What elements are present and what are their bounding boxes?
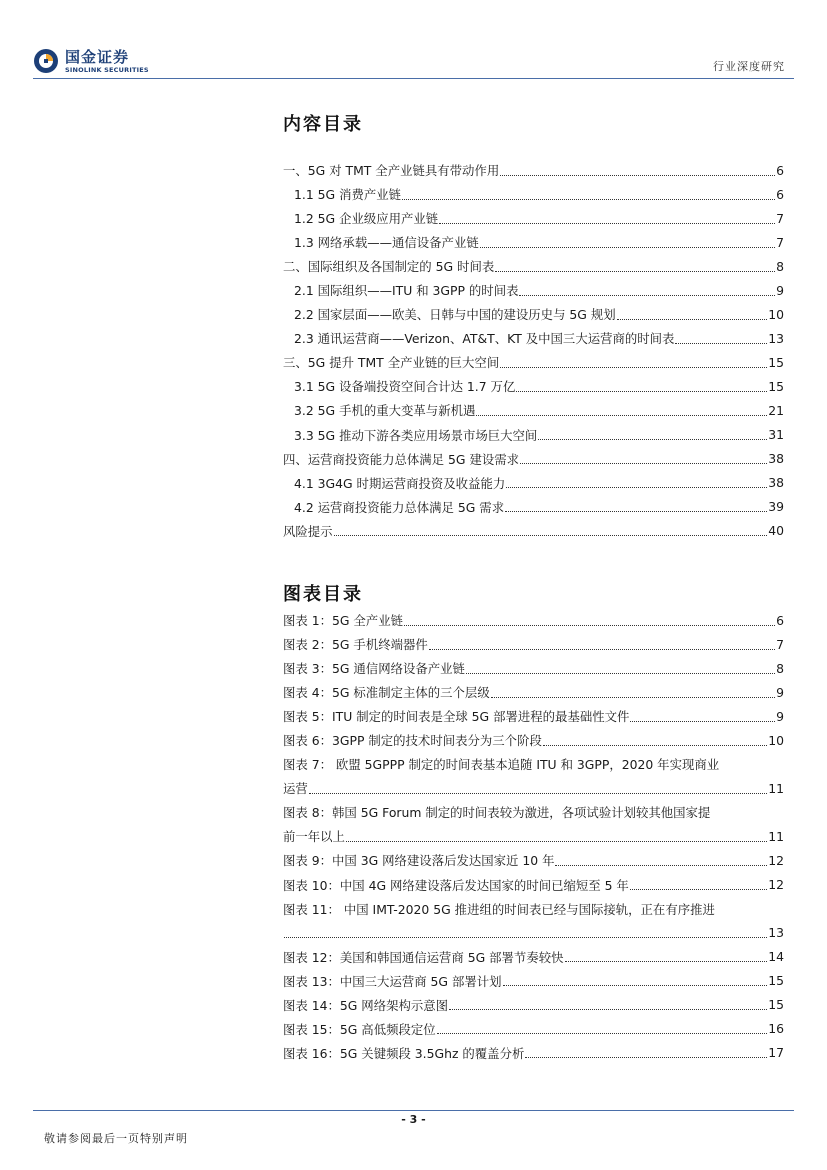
logo-chinese-name: 国金证券	[65, 47, 130, 66]
entry-label: 图表 9：中国 3G 网络建设落后发达国家近 10 年	[283, 853, 555, 869]
dot-leader	[284, 937, 767, 938]
entry-page-number: 11	[768, 828, 784, 844]
entry-label: 4.2 运营商投资能力总体满足 5G 需求	[294, 499, 505, 515]
dot-leader	[495, 271, 775, 272]
figure-entry[interactable]	[283, 800, 784, 824]
entry-page-number: 39	[768, 499, 784, 515]
dot-leader	[630, 889, 767, 890]
header-divider	[33, 78, 794, 79]
figure-entry[interactable]	[283, 873, 784, 897]
entry-label: 4.1 3G4G 时期运营商投资及收益能力	[294, 475, 506, 491]
dot-leader	[429, 649, 775, 650]
figure-entry[interactable]	[283, 848, 784, 872]
entry-label: 图表 12：美国和韩国通信运营商 5G 部署节奏较快	[283, 949, 564, 965]
toc-subsection-entry[interactable]	[283, 374, 784, 398]
figures-title: 图表目录	[283, 584, 363, 605]
toc-subsection-entry[interactable]	[283, 326, 784, 350]
dot-leader	[449, 1009, 767, 1010]
entry-page-number: 7	[776, 210, 784, 226]
footer-disclaimer: 敬请参阅最后一页特别声明	[44, 1132, 188, 1145]
entry-label: 一、5G 对 TMT 全产业链具有带动作用	[283, 163, 500, 179]
figure-entry[interactable]	[283, 632, 784, 656]
dot-leader	[500, 175, 775, 176]
dot-leader	[505, 511, 767, 512]
entry-page-number: 8	[776, 660, 784, 676]
entry-page-number: 9	[776, 282, 784, 298]
toc-subsection-entry[interactable]	[283, 471, 784, 495]
figure-entry[interactable]	[283, 1041, 784, 1065]
dot-leader	[503, 985, 768, 986]
dot-leader	[402, 199, 775, 200]
figure-entry[interactable]	[283, 945, 784, 969]
figure-entry[interactable]	[283, 608, 784, 632]
entry-page-number: 38	[768, 451, 784, 467]
toc-subsection-entry[interactable]	[283, 398, 784, 422]
entry-label: 3.3 5G 推动下游各类应用场景市场巨大空间	[294, 427, 538, 443]
entry-label: 图表 8：韩国 5G Forum 制定的时间表较为激进，各项试验计划较其他国家提	[283, 805, 711, 821]
dot-leader	[565, 961, 768, 962]
entry-label: 图表 5：ITU 制定的时间表是全球 5G 部署进程的最基础性文件	[283, 709, 630, 725]
entry-page-number: 6	[776, 186, 784, 202]
figure-entry[interactable]	[283, 680, 784, 704]
figure-entry[interactable]	[283, 969, 784, 993]
entry-label: 3.1 5G 设备端投资空间合计达 1.7 万亿	[294, 379, 516, 395]
toc-subsection-entry[interactable]	[283, 230, 784, 254]
dot-leader	[630, 721, 775, 722]
dot-leader	[437, 1033, 768, 1034]
dot-leader	[476, 415, 767, 416]
entry-label: 三、5G 提升 TMT 全产业链的巨大空间	[283, 355, 500, 371]
figure-entry[interactable]	[283, 752, 784, 776]
entry-page-number: 9	[776, 708, 784, 724]
dot-leader	[538, 439, 767, 440]
toc-subsection-entry[interactable]	[283, 278, 784, 302]
dot-leader	[520, 463, 767, 464]
entry-page-number: 15	[768, 973, 784, 989]
entry-label: 二、国际组织及各国制定的 5G 时间表	[283, 259, 495, 275]
entry-label: 图表 3：5G 通信网络设备产业链	[283, 661, 465, 677]
entry-label: 2.1 国际组织——ITU 和 3GPP 的时间表	[294, 283, 519, 299]
entry-label: 图表 11： 中国 IMT-2020 5G 推进组的时间表已经与国际接轨，正在有序推进	[283, 901, 715, 917]
dot-leader	[617, 319, 768, 320]
figures-list	[283, 608, 784, 1065]
toc-section-entry[interactable]	[283, 158, 784, 182]
entry-label: 1.1 5G 消费产业链	[294, 187, 402, 203]
entry-label: 图表 10：中国 4G 网络建设落后发达国家的时间已缩短至 5 年	[283, 877, 629, 893]
entry-label-continuation: 运营	[283, 781, 308, 797]
dot-leader	[555, 865, 767, 866]
toc-subsection-entry[interactable]	[283, 423, 784, 447]
entry-page-number: 13	[768, 330, 784, 346]
toc-subsection-entry[interactable]	[283, 182, 784, 206]
figure-entry[interactable]	[283, 897, 784, 921]
dot-leader	[439, 223, 775, 224]
toc-title: 内容目录	[283, 114, 363, 135]
entry-label: 2.2 国家层面——欧美、日韩与中国的建设历史与 5G 规划	[294, 307, 616, 323]
entry-page-number: 13	[768, 925, 784, 941]
dot-leader	[543, 745, 767, 746]
entry-label: 图表 7： 欧盟 5GPPP 制定的时间表基本追随 ITU 和 3GPP，2020 年实现商业	[283, 757, 720, 773]
footer-divider	[33, 1110, 794, 1111]
dot-leader	[346, 841, 767, 842]
entry-page-number: 15	[768, 354, 784, 370]
entry-label: 2.3 通讯运营商——Verizon、AT&T、KT 及中国三大运营商的时间表	[294, 331, 675, 347]
entry-page-number: 8	[776, 258, 784, 274]
entry-label: 风险提示	[283, 523, 333, 539]
entry-page-number: 10	[768, 732, 784, 748]
entry-page-number: 38	[768, 475, 784, 491]
sinolink-logo-icon	[33, 48, 59, 74]
report-type-label: 行业深度研究	[713, 60, 785, 73]
entry-label-continuation: 前一年以上	[283, 829, 345, 845]
entry-label: 1.2 5G 企业级应用产业链	[294, 211, 439, 227]
entry-page-number: 16	[768, 1021, 784, 1037]
dot-leader	[334, 535, 768, 536]
figure-entry[interactable]	[283, 1017, 784, 1041]
entry-label: 图表 14：5G 网络架构示意图	[283, 997, 449, 1013]
figure-entry-continuation[interactable]	[283, 921, 784, 945]
figure-entry-continuation[interactable]	[283, 776, 784, 800]
logo-english-name: SINOLINK SECURITIES	[65, 65, 149, 74]
dot-leader	[516, 391, 767, 392]
entry-label: 图表 2：5G 手机终端器件	[283, 637, 428, 653]
entry-page-number: 12	[768, 877, 784, 893]
entry-label: 四、运营商投资能力总体满足 5G 建设需求	[283, 451, 520, 467]
dot-leader	[519, 295, 775, 296]
entry-page-number: 14	[768, 949, 784, 965]
figure-entry[interactable]	[283, 993, 784, 1017]
dot-leader	[525, 1057, 767, 1058]
entry-page-number: 11	[768, 780, 784, 796]
entry-label: 3.2 5G 手机的重大变革与新机遇	[294, 403, 476, 419]
entry-page-number: 21	[768, 402, 784, 418]
figure-entry[interactable]	[283, 704, 784, 728]
entry-page-number: 40	[768, 523, 784, 539]
entry-page-number: 9	[776, 684, 784, 700]
entry-page-number: 17	[768, 1045, 784, 1061]
entry-label: 图表 6：3GPP 制定的技术时间表分为三个阶段	[283, 733, 542, 749]
toc-section-entry[interactable]	[283, 350, 784, 374]
entry-page-number: 6	[776, 612, 784, 628]
company-logo	[33, 44, 149, 78]
toc-subsection-entry[interactable]	[283, 206, 784, 230]
figure-entry-continuation[interactable]	[283, 824, 784, 848]
entry-page-number: 6	[776, 162, 784, 178]
dot-leader	[404, 625, 775, 626]
dot-leader	[506, 487, 767, 488]
dot-leader	[491, 697, 775, 698]
figure-entry[interactable]	[283, 728, 784, 752]
entry-page-number: 31	[768, 427, 784, 443]
dot-leader	[480, 247, 775, 248]
entry-label: 图表 16：5G 关键频段 3.5Ghz 的覆盖分析	[283, 1045, 525, 1061]
page-number: - 3 -	[401, 1113, 426, 1126]
figure-entry[interactable]	[283, 656, 784, 680]
toc-section-entry[interactable]	[283, 519, 784, 543]
entry-page-number: 15	[768, 997, 784, 1013]
entry-page-number: 15	[768, 378, 784, 394]
toc-list	[283, 158, 784, 543]
dot-leader	[500, 367, 767, 368]
toc-subsection-entry[interactable]	[283, 302, 784, 326]
entry-page-number: 7	[776, 234, 784, 250]
entry-label: 1.3 网络承载——通信设备产业链	[294, 235, 479, 251]
entry-label: 图表 13：中国三大运营商 5G 部署计划	[283, 973, 502, 989]
entry-page-number: 12	[768, 852, 784, 868]
entry-label: 图表 4：5G 标准制定主体的三个层级	[283, 685, 490, 701]
dot-leader	[466, 673, 775, 674]
toc-subsection-entry[interactable]	[283, 495, 784, 519]
entry-label: 图表 15：5G 高低频段定位	[283, 1021, 436, 1037]
entry-label: 图表 1：5G 全产业链	[283, 613, 403, 629]
dot-leader	[675, 343, 767, 344]
entry-page-number: 10	[768, 306, 784, 322]
toc-section-entry[interactable]	[283, 447, 784, 471]
toc-section-entry[interactable]	[283, 254, 784, 278]
entry-page-number: 7	[776, 636, 784, 652]
dot-leader	[309, 793, 767, 794]
